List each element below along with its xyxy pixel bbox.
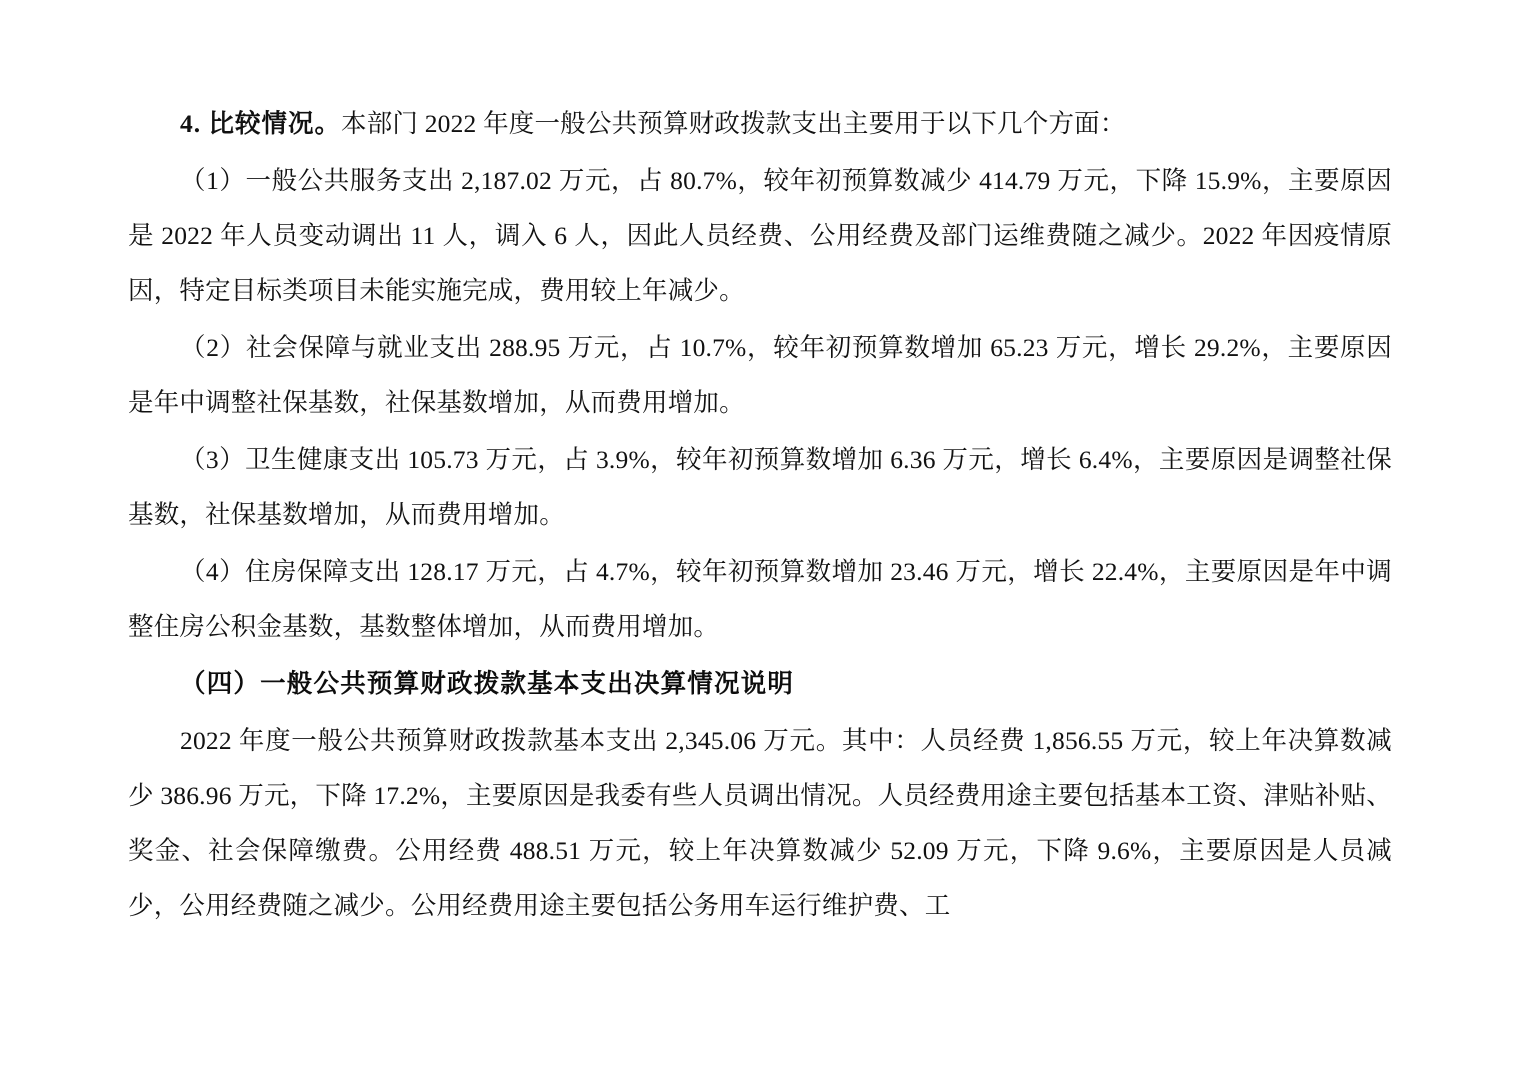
paragraph-closing: 2022 年度一般公共预算财政拨款基本支出 2,345.06 万元。其中：人员经费 1,856.55 万元，较上年决算数减少 386.96 万元，下降 17.2%，主要原因是我委有些人员调出情况。人员经费用途主要包括基本工资、津贴补贴、奖金、社会保障缴费。公用经费 488.51 万元，较上年决算数减少 52.09 万元，下降 9.6%，主要原因是人员减少，公用经费随之减少。公用经费用途主要包括公务用车运行维护费、工 [128, 726, 1392, 920]
document-body [128, 96, 1392, 933]
paragraph-item-2: （2）社会保障与就业支出 288.95 万元，占 10.7%，较年初预算数增加 65.23 万元，增长 29.2%，主要原因是年中调整社保基数，社保基数增加，从而费用增加。 [128, 333, 1392, 417]
paragraph-comparison-intro [128, 96, 1392, 151]
paragraph-text: 本部门 2022 年度一般公共预算财政拨款支出主要用于以下几个方面： [341, 109, 1126, 138]
paragraph-item-3: （3）卫生健康支出 105.73 万元，占 3.9%，较年初预算数增加 6.36 万元，增长 6.4%，主要原因是调整社保基数，社保基数增加，从而费用增加。 [128, 445, 1392, 529]
paragraph-lead-label: 4. 比较情况。 [180, 109, 342, 138]
section-heading: （四）一般公共预算财政拨款基本支出决算情况说明 [180, 669, 795, 698]
paragraph-item-1: （1）一般公共服务支出 2,187.02 万元，占 80.7%，较年初预算数减少 414.79 万元，下降 15.9%，主要原因是 2022 年人员变动调出 11 人，调入 6 人，因此人员经费、公用经费及部门运维费随之减少。2022 年因疫情原因，特定目标类项目未能实施完成，费用较上年减少。 [128, 166, 1392, 305]
paragraph-item-4: （4）住房保障支出 128.17 万元，占 4.7%，较年初预算数增加 23.46 万元，增长 22.4%，主要原因是年中调整住房公积金基数，基数整体增加，从而费用增加。 [128, 557, 1392, 641]
